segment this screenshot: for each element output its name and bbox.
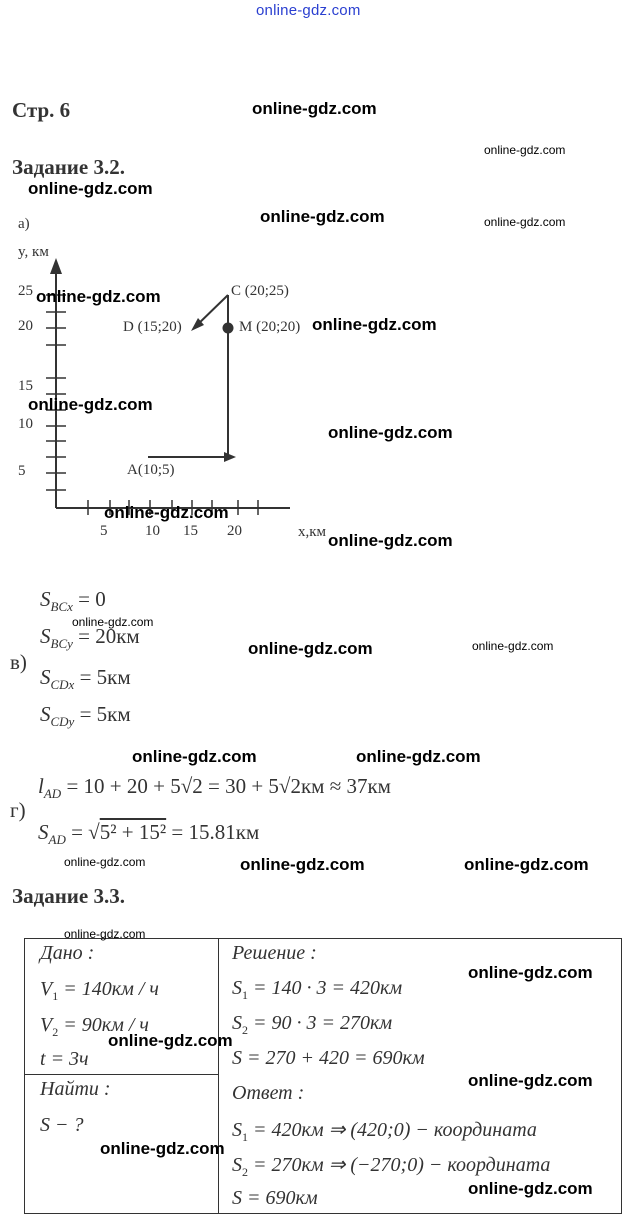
watermark-link[interactable]: online-gdz.com: [36, 287, 161, 306]
watermark-link[interactable]: online-gdz.com: [464, 855, 589, 874]
watermark-link[interactable]: online-gdz.com: [468, 963, 593, 982]
formula-line: $S_{CDx} = 5км$: [40, 665, 131, 693]
x-tick-label: 15: [183, 523, 198, 539]
watermark-link[interactable]: online-gdz.com: [260, 207, 385, 226]
watermark-link[interactable]: online-gdz.com: [328, 531, 453, 550]
table-divider-vertical: [218, 938, 219, 1214]
watermark-link[interactable]: online-gdz.com: [108, 1031, 233, 1050]
point-m: [223, 323, 234, 334]
watermark-link[interactable]: online-gdz.com: [252, 99, 377, 118]
find-label: Найти :: [40, 1078, 111, 1100]
y-tick-label: 25: [18, 283, 33, 299]
point-a-label: A(10;5): [127, 462, 175, 478]
y-tick-label: 20: [18, 318, 33, 334]
watermark-link[interactable]: online-gdz.com: [132, 747, 257, 766]
watermark-link-small[interactable]: online-gdz.com: [484, 143, 566, 157]
watermark-link[interactable]: online-gdz.com: [28, 395, 153, 414]
answer-label: Ответ :: [232, 1082, 305, 1104]
x-tick-label: 5: [100, 523, 108, 539]
solution-line: S = 270 + 420 = 690км: [232, 1047, 425, 1069]
find-item: S − ?: [40, 1114, 84, 1136]
watermark-link[interactable]: online-gdz.com: [104, 503, 229, 522]
watermark-link[interactable]: online-gdz.com: [468, 1071, 593, 1090]
top-watermark[interactable]: online-gdz.com: [256, 2, 361, 19]
y-tick-label: 10: [18, 416, 33, 432]
given-item: $V_2 = 90км / ч$: [40, 1014, 149, 1039]
formula-line: $S_{BCx} = 0$: [40, 587, 106, 615]
given-label: Дано :: [40, 942, 95, 964]
task-3-3-title: Задание 3.3.: [12, 884, 125, 908]
arrow-ab: [224, 452, 236, 462]
watermark-link[interactable]: online-gdz.com: [240, 855, 365, 874]
point-m-label: M (20;20): [239, 319, 301, 335]
part-g-label: г): [10, 798, 26, 822]
given-item: $V_1 = 140км / ч$: [40, 978, 159, 1003]
table-divider-horizontal: [24, 1074, 218, 1075]
point-c-label: C (20;25): [231, 283, 289, 299]
given-item: t = 3ч: [40, 1048, 89, 1070]
solution-line: $S_2 = 90 \cdot 3 = 270км$: [232, 1012, 393, 1037]
x-axis-label: x,км: [298, 524, 327, 540]
formula-l-ad: $l_{AD} = 10 + 20 + 5√2 = 30 + 5√2км \approx 37км$: [38, 774, 391, 802]
watermark-link[interactable]: online-gdz.com: [312, 315, 437, 334]
watermark-link-small[interactable]: online-gdz.com: [484, 215, 566, 229]
watermark-link[interactable]: online-gdz.com: [328, 423, 453, 442]
watermark-link-small[interactable]: online-gdz.com: [472, 639, 554, 653]
watermark-link-small[interactable]: online-gdz.com: [64, 855, 146, 869]
watermark-link[interactable]: online-gdz.com: [28, 179, 153, 198]
page-heading: Стр. 6: [12, 98, 71, 122]
point-d-label: D (15;20): [123, 319, 182, 335]
x-tick-label: 20: [227, 523, 242, 539]
solution-label: Решение :: [232, 942, 317, 964]
x-tick-label: 10: [145, 523, 160, 539]
watermark-link-small[interactable]: online-gdz.com: [72, 615, 154, 629]
answer-line: $S_1 = 420км$ ⇒ (420;0) − координата: [232, 1119, 537, 1144]
y-tick-label: 5: [18, 463, 26, 479]
formula-s-ad: $S_{AD} = √5^2 + 15^2 = 15.81км$: [38, 820, 260, 848]
answer-line: $S_2 = 270км$ ⇒ (−270;0) − координата: [232, 1154, 551, 1179]
solution-line: $S_1 = 140 \cdot 3 = 420км$: [232, 977, 403, 1002]
task-3-2-title: Задание 3.2.: [12, 155, 125, 179]
watermark-link[interactable]: online-gdz.com: [100, 1139, 225, 1158]
watermark-link[interactable]: online-gdz.com: [248, 639, 373, 658]
part-v-label: в): [10, 650, 27, 674]
watermark-link[interactable]: online-gdz.com: [468, 1179, 593, 1198]
y-axis-label: y, км: [18, 244, 49, 260]
answer-line: S = 690км: [232, 1187, 318, 1209]
formula-line: $S_{BCy} = 20км$: [40, 624, 140, 652]
y-axis-arrow: [50, 258, 62, 274]
watermark-link-small[interactable]: online-gdz.com: [64, 927, 146, 941]
watermark-link[interactable]: online-gdz.com: [356, 747, 481, 766]
part-a-label: а): [18, 216, 30, 232]
y-tick-label: 15: [18, 378, 33, 394]
formula-line: $S_{CDy} = 5км$: [40, 702, 131, 730]
